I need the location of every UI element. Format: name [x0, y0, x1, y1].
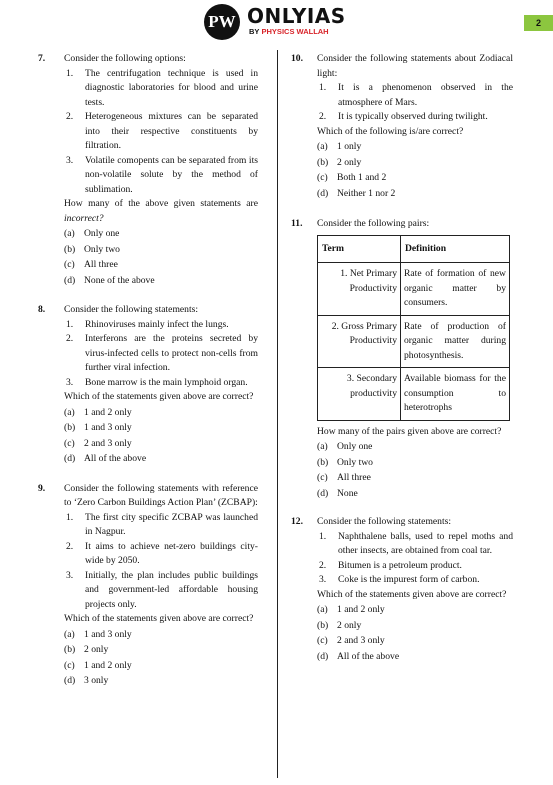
answer-option[interactable]: (d) Neither 1 nor 2 — [317, 187, 396, 199]
answer-option[interactable]: (b) 1 and 3 only — [64, 422, 132, 433]
answer-option[interactable]: (a) Only one — [64, 228, 120, 239]
table-row — [318, 368, 510, 421]
question-8 — [38, 303, 258, 467]
answer-option[interactable]: (b) 2 only — [317, 156, 362, 168]
answer-option[interactable]: (d) None — [317, 487, 358, 499]
question-12 — [291, 515, 513, 664]
question-ask: How many of the above given statements are incorrect? — [64, 198, 258, 224]
question-number: 10. — [291, 53, 303, 64]
question-9 — [38, 482, 258, 689]
left-column — [38, 52, 258, 689]
answer-option[interactable]: (b) 2 only — [64, 644, 109, 655]
definition-cell: Rate of production of organic matter during photosynthesis. — [401, 315, 510, 368]
question-number: 7. — [38, 53, 46, 64]
answer-option[interactable]: (c) 1 and 2 only — [64, 659, 132, 671]
answer-option[interactable]: (a) 1 and 2 only — [317, 604, 385, 615]
term-cell: 3. Secondary productivity — [318, 368, 401, 421]
statement-item: 3. Volatile comopents can be separated from its non-volatile solute by the method of sublimation. — [66, 154, 258, 195]
statement-item: 1. The first city specific ZCBAP was launched in Nagpur. — [66, 511, 258, 537]
question-number: 9. — [38, 482, 46, 494]
definition-cell: Available biomass for the consumption to heterotrophs — [401, 368, 510, 421]
page-number-badge: 2 — [524, 15, 553, 31]
pairs-table — [317, 235, 510, 421]
statement-item: 1. Rhinoviruses mainly infect the lungs. — [66, 318, 229, 330]
question-stem: Consider the following statements about Zodiacal light: — [317, 53, 513, 79]
question-ask: How many of the pairs given above are correct? — [317, 425, 502, 437]
question-stem: Consider the following options: — [64, 53, 186, 64]
answer-option[interactable]: (b) Only two — [64, 243, 120, 255]
answer-option[interactable]: (d) All of the above — [317, 650, 400, 662]
term-cell: 2. Gross Primary Productivity — [318, 315, 401, 368]
statement-item: 3. Coke is the impurest form of carbon. — [319, 574, 480, 585]
answer-option[interactable]: (a) 1 and 2 only — [64, 406, 132, 418]
statement-item: 2. It is typically observed during twilight. — [319, 111, 488, 122]
question-stem: Consider the following statements: — [64, 304, 199, 315]
statement-item: 2. Heterogeneous mixtures can be separated into their respective constituents by filtration. — [66, 111, 258, 151]
answer-option[interactable]: (b) 2 only — [317, 619, 362, 631]
question-11 — [291, 217, 513, 501]
question-7 — [38, 52, 258, 288]
table-row — [318, 263, 510, 316]
table-header-row — [318, 235, 510, 263]
page-header — [0, 0, 553, 44]
answer-option[interactable]: (d) All of the above — [64, 453, 147, 464]
question-ask: Which of the statements given above are correct? — [64, 391, 254, 402]
brand-name: ONLYIAS — [247, 4, 346, 28]
statement-item: 3. Initially, the plan includes public buildings and government-led affordable housing projects only. — [66, 569, 258, 610]
question-10 — [291, 52, 513, 201]
right-column — [291, 52, 513, 664]
statement-item: 2. It aims to achieve net-zero buildings city-wide by 2050. — [66, 540, 258, 566]
question-ask: Which of the statements given above are correct? — [64, 613, 254, 624]
answer-option[interactable]: (a) Only one — [317, 441, 373, 452]
table-header: Term — [318, 235, 401, 263]
column-divider — [277, 50, 278, 778]
statement-item: 1. Naphthalene balls, used to repel moths and other insects, are obtained from coal tar. — [319, 530, 513, 556]
question-ask: Which of the following is/are correct? — [317, 125, 464, 137]
question-stem: Consider the following statements with reference to ‘Zero Carbon Buildings Action Plan’ (ZCBAP): — [64, 482, 258, 508]
statement-item: 3. Bone marrow is the main lymphoid organ. — [66, 376, 248, 388]
answer-option[interactable]: (a) 1 and 3 only — [64, 628, 132, 640]
answer-option[interactable]: (c) Both 1 and 2 — [317, 172, 387, 183]
answer-option[interactable]: (a) 1 only — [317, 141, 362, 152]
pw-logo-icon: PW — [204, 4, 240, 40]
answer-option[interactable]: (c) 2 and 3 only — [317, 635, 385, 646]
answer-option[interactable]: (c) All three — [317, 472, 371, 483]
brand-tagline: BY PHYSICS WALLAH — [249, 27, 329, 36]
question-stem: Consider the following statements: — [317, 516, 452, 527]
table-row — [318, 315, 510, 368]
answer-option[interactable]: (d) None of the above — [64, 274, 155, 286]
statement-item: 1. The centrifugation technique is used in diagnostic laboratories for blood and urine tests. — [66, 67, 258, 108]
statement-item: 2. Bitumen is a petroleum product. — [319, 559, 462, 571]
statement-item: 1. It is a phenomenon observed in the atmosphere of Mars. — [319, 82, 513, 108]
answer-option[interactable]: (d) 3 only — [64, 675, 109, 686]
answer-option[interactable]: (c) 2 and 3 only — [64, 437, 132, 449]
term-cell: 1. Net Primary Productivity — [318, 263, 401, 316]
answer-option[interactable]: (b) Only two — [317, 456, 373, 468]
statement-item: 2. Interferons are the proteins secreted by virus-infected cells to protect non-cells from further viral infection. — [66, 333, 258, 373]
question-number: 8. — [38, 304, 46, 315]
definition-cell: Rate of formation of new organic matter by consumers. — [401, 263, 510, 316]
question-number: 12. — [291, 516, 303, 527]
answer-option[interactable]: (c) All three — [64, 259, 118, 270]
table-header: Definition — [401, 235, 510, 263]
question-stem: Consider the following pairs: — [317, 218, 430, 229]
question-number: 11. — [291, 218, 303, 229]
question-ask: Which of the statements given above are correct? — [317, 588, 507, 600]
